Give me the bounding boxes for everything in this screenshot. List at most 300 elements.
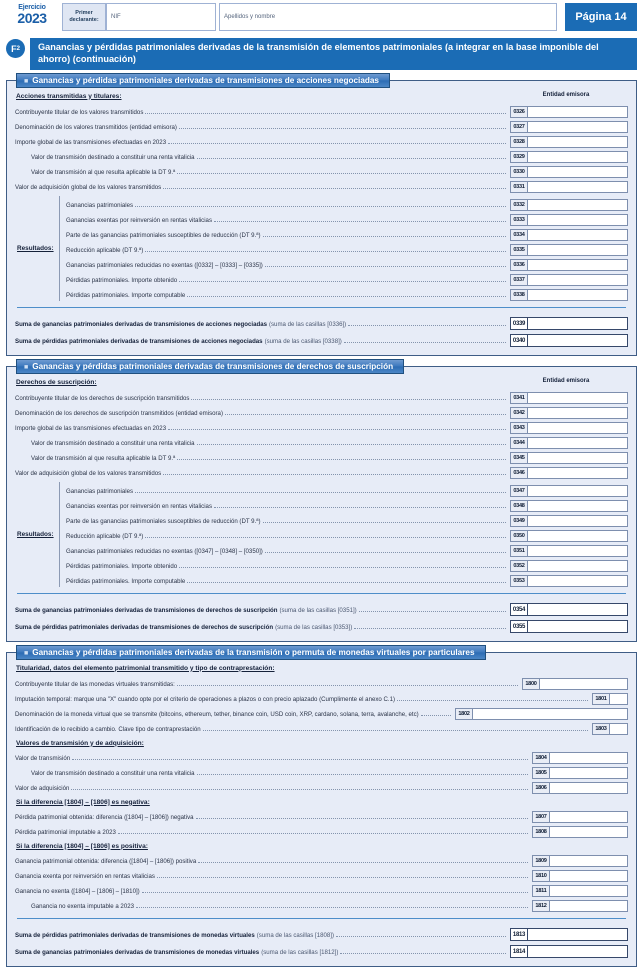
section-3-rows-a [15,675,628,735]
field-cell [532,900,628,912]
box-input-0342[interactable] [528,407,628,419]
box-number: 1813 [510,928,528,941]
box-number: 1809 [532,855,550,867]
section-3-title-text: Ganancias y pérdidas patrimoniales derivadas de la transmisión o permuta de monedas virtuales por particulares [32,647,475,657]
form-row [15,464,628,479]
form-row [15,720,628,735]
leader-dots [72,759,528,760]
leader-dots [187,296,506,297]
form-row [15,852,628,867]
row-label: Valor de transmisión al que resulta aplicable la DT 9.ª [31,455,176,463]
box-input-0343[interactable] [528,422,628,434]
sum-label: Suma de ganancias patrimoniales derivadas de transmisiones de monedas virtuales [15,948,260,956]
field-cell [510,392,628,404]
box-number: 1801 [592,693,610,705]
box-number: 0331 [510,181,528,193]
section-acciones-negociadas [6,75,637,356]
entidad-emisora-header-1: Entidad emisora [542,91,590,98]
field-cell [510,136,628,148]
fiscal-year-value: 2023 [17,10,47,26]
box-number: 0346 [510,467,528,479]
box-number: 0328 [510,136,528,148]
box-input-0328[interactable] [528,136,628,148]
box-input-0338[interactable] [528,289,628,301]
box-input-0345[interactable] [528,452,628,464]
form-row [15,690,628,705]
box-input-0332[interactable] [528,199,628,211]
leader-dots [179,281,506,282]
declarant-block [62,3,557,31]
box-input-0350[interactable] [528,530,628,542]
field-cell [532,885,628,897]
section-2-resultados [15,482,628,587]
entidad-emisora-header-2: Entidad emisora [542,377,590,384]
leader-dots [168,429,506,430]
form-row [15,897,628,912]
declarant-label-line2: declarante: [69,17,99,23]
field-cell [510,500,628,512]
box-input-1806[interactable] [550,782,628,794]
field-cell [510,545,628,557]
row-label: Denominación de la moneda virtual que se transmite (bitcoins, ethereum, tether, binance coin, USD coin, XRP, cardano, solana, terra, avalanche, etc) [15,711,419,719]
box-input-0352[interactable] [528,560,628,572]
box-number: 0354 [510,603,528,616]
leader-dots [354,628,506,629]
field-cell [455,708,628,720]
sum-sublabel: (suma de las casillas [1808]) [256,931,335,939]
field-cell [510,289,628,301]
section-1-title [16,73,390,88]
box-input-1813[interactable] [528,928,628,941]
leader-dots [163,188,506,189]
leader-dots [197,158,507,159]
field-cell [510,452,628,464]
leader-dots [265,552,506,553]
positive-difference-header: Si la diferencia [1804] – [1806] es positiva: [16,842,148,850]
leader-dots [336,936,506,937]
box-number: 0347 [510,485,528,497]
row-label: Imputación temporal: marque una "X" cuando opte por el criterio de operaciones a plazos o con precio aplazado (Cumplimente el anexo C.1) [15,696,395,704]
name-input[interactable] [219,3,557,31]
section-3-rows-positive [15,852,628,912]
form-row [15,133,628,148]
field-cell [522,678,628,690]
row-label: Valor de transmisión al que resulta aplicable la DT 9.ª [31,169,176,177]
box-number: 1814 [510,945,528,958]
leader-dots [359,611,506,612]
form-row [15,178,628,193]
field-cell [510,229,628,241]
box-input-1812[interactable] [550,900,628,912]
section-f2-banner-row [6,38,637,70]
box-number: 1805 [532,767,550,779]
leader-dots [397,700,588,701]
leader-dots [203,730,588,731]
sum-row [15,313,628,330]
bullet-icon: ■ [24,77,29,85]
form-row [66,256,628,271]
row-label: Pérdida patrimonial obtenida: diferencia ([1804] – [1806]) negativa [15,814,194,822]
box-number: 1806 [532,782,550,794]
row-label: Reducción aplicable (DT 9.ª) [66,247,144,255]
leader-dots [421,715,451,716]
form-row [66,482,628,497]
row-label: Contribuyente titular de las monedas virtuales transmitidas: [15,681,175,689]
sum-label: Suma de pérdidas patrimoniales derivadas de transmisiones de acciones negociadas [15,337,263,345]
row-label: Contribuyente titular de los valores transmitidos [15,109,144,117]
section-1-frame [6,77,637,356]
row-label: Valor de adquisición global de los valores transmitidos [15,184,162,192]
box-number: 1808 [532,826,550,838]
field-cell [510,317,628,330]
section-3-rows-b [15,749,628,794]
leader-dots [263,236,506,237]
form-row [15,764,628,779]
section-2-rows [15,389,628,479]
form-row [66,196,628,211]
box-input-0336[interactable] [528,259,628,271]
box-input-1801[interactable] [610,693,628,705]
sum-row [15,599,628,616]
box-input-0348[interactable] [528,500,628,512]
row-label: Valor de adquisición global de los valores transmitidos [15,470,162,478]
box-input-1805[interactable] [550,767,628,779]
box-number: 0351 [510,545,528,557]
box-input-0331[interactable] [528,181,628,193]
row-label: Denominación de los derechos de suscripción transmitidos (entidad emisora) [15,410,223,418]
sum-label: Suma de ganancias patrimoniales derivadas de transmisiones de derechos de suscripción [15,606,278,614]
box-number: 1802 [455,708,473,720]
row-label: Valor de transmisión [15,755,71,763]
row-label: Valor de transmisión destinado a constituir una renta vitalicia [31,440,195,448]
field-cell [532,870,628,882]
field-cell [510,560,628,572]
box-input-0349[interactable] [528,515,628,527]
section-1-group-label: Acciones transmitidas y titulares: [16,92,122,100]
section-2-group-label: Derechos de suscripción: [16,378,97,386]
section-2-divider [17,593,626,594]
field-cell [510,244,628,256]
leader-dots [163,474,506,475]
sum-label: Suma de pérdidas patrimoniales derivadas de transmisiones de monedas virtuales [15,931,255,939]
field-cell [510,166,628,178]
box-number: 0352 [510,560,528,572]
form-row [66,557,628,572]
form-row [15,148,628,163]
section-3-frame [6,649,637,967]
row-label: Ganancia exenta por reinversión en rentas vitalicias [15,873,155,881]
field-cell [510,199,628,211]
form-row [15,705,628,720]
field-cell [532,752,628,764]
section-derechos-suscripcion [6,361,637,642]
sum-row [15,924,628,941]
section-3-group-label: Titularidad, datos del elemento patrimonial transmitido y tipo de contraprestación: [16,664,275,672]
f2-badge-sub: 2 [16,45,20,52]
box-number: 0355 [510,620,528,633]
box-number: 1800 [522,678,540,690]
section-2-frame [6,363,637,642]
box-number: 1804 [532,752,550,764]
leader-dots [142,892,528,893]
box-input-1811[interactable] [550,885,628,897]
form-row [15,882,628,897]
row-label: Ganancias patrimoniales reducidas no exentas ([0332] – [0333] – [0335]) [66,262,263,270]
row-label: Ganancias patrimoniales [66,202,134,210]
form-row [15,118,628,133]
form-row [15,749,628,764]
box-input-0341[interactable] [528,392,628,404]
box-input-0329[interactable] [528,151,628,163]
box-number: 0344 [510,437,528,449]
row-label: Contribuyente titular de los derechos de suscripción transmitidos [15,395,190,403]
leader-dots [118,833,528,834]
section-2-title-text: Ganancias y pérdidas patrimoniales derivadas de transmisiones de derechos de suscripción [32,361,394,371]
leader-dots [168,143,506,144]
box-input-0326[interactable] [528,106,628,118]
form-row [15,404,628,419]
box-number: 0337 [510,274,528,286]
leader-dots [196,818,528,819]
form-header-bar [6,3,637,31]
box-input-1802[interactable] [473,708,628,720]
row-label: Identificación de lo recibido a cambio. Clave tipo de contraprestación [15,726,201,734]
section-1-rows [15,103,628,193]
row-label: Pérdidas patrimoniales. Importe obtenido [66,277,178,285]
section-monedas-virtuales [6,647,637,967]
box-input-0333[interactable] [528,214,628,226]
field-cell [510,407,628,419]
leader-dots [214,221,506,222]
form-row [15,675,628,690]
field-cell [510,259,628,271]
field-cell [510,575,628,587]
box-number: 0332 [510,199,528,211]
row-label: Valor de adquisición [15,785,70,793]
form-row [15,779,628,794]
field-cell [510,437,628,449]
tax-form-page [0,3,643,956]
box-number: 1803 [592,723,610,735]
box-number: 0339 [510,317,528,330]
box-number: 0330 [510,166,528,178]
leader-dots [145,251,506,252]
field-cell [532,826,628,838]
box-number: 0348 [510,500,528,512]
f2-badge-icon [6,39,25,58]
box-input-0339[interactable] [528,317,628,330]
page-number-badge: Página 14 [565,3,637,31]
box-number: 1807 [532,811,550,823]
form-row [66,572,628,587]
box-input-1809[interactable] [550,855,628,867]
section-1-divider [17,307,626,308]
row-label: Importe global de las transmisiones efectuadas en 2023 [15,139,167,147]
leader-dots [177,173,506,174]
field-cell [532,811,628,823]
field-cell [510,928,628,941]
resultados-rows [59,482,628,587]
section-2-title [16,359,404,374]
box-number: 0336 [510,259,528,271]
box-number: 0342 [510,407,528,419]
section-3-group-label-2: Valores de transmisión y de adquisición: [16,739,144,747]
box-input-1810[interactable] [550,870,628,882]
leader-dots [179,128,506,129]
form-row [66,241,628,256]
form-row [15,449,628,464]
leader-dots [177,685,518,686]
box-input-0337[interactable] [528,274,628,286]
form-row [15,163,628,178]
row-label: Ganancias exentas por reinversión en rentas vitalicias [66,217,212,225]
box-input-0334[interactable] [528,229,628,241]
box-number: 0329 [510,151,528,163]
field-cell [510,334,628,347]
box-input-1804[interactable] [550,752,628,764]
form-row [15,808,628,823]
bullet-icon: ■ [24,649,29,657]
leader-dots [191,399,506,400]
nif-placeholder: NIF [111,14,121,20]
field-cell [510,515,628,527]
row-label: Pérdida patrimonial imputable a 2023 [15,829,116,837]
box-number: 0326 [510,106,528,118]
form-row [66,542,628,557]
leader-dots [197,444,507,445]
box-input-0353[interactable] [528,575,628,587]
box-number: 1810 [532,870,550,882]
box-number: 0353 [510,575,528,587]
box-input-0330[interactable] [528,166,628,178]
field-cell [510,467,628,479]
sum-sublabel: (suma de las casillas [1812]) [261,948,339,956]
field-cell [510,945,628,958]
leader-dots [348,325,506,326]
box-input-0340[interactable] [528,334,628,347]
box-input-1803[interactable] [610,723,628,735]
field-cell [532,782,628,794]
row-label: Pérdidas patrimoniales. Importe computable [66,292,186,300]
sum-sublabel: (suma de las casillas [0353]) [275,623,353,631]
box-number: 0340 [510,334,528,347]
field-cell [592,693,628,705]
sum-row [15,616,628,633]
leader-dots [177,459,506,460]
form-row [15,867,628,882]
sum-label: Suma de ganancias patrimoniales derivadas de transmisiones de acciones negociadas [15,320,267,328]
leader-dots [225,414,506,415]
box-input-1800[interactable] [540,678,628,690]
box-input-0344[interactable] [528,437,628,449]
field-cell [532,767,628,779]
f2-badge-letter: F [11,43,17,54]
row-label: Ganancia patrimonial obtenida: diferencia ([1804] – [1806]) positiva [15,858,197,866]
form-row [15,823,628,838]
section-1-title-text: Ganancias y pérdidas patrimoniales derivadas de transmisiones de acciones negociadas [32,75,379,85]
leader-dots [187,582,506,583]
bullet-icon: ■ [24,363,29,371]
leader-dots [263,522,506,523]
leader-dots [197,774,529,775]
box-input-0354[interactable] [528,603,628,616]
box-input-0351[interactable] [528,545,628,557]
leader-dots [135,492,506,493]
section-3-divider [17,918,626,919]
leader-dots [135,206,506,207]
box-input-0335[interactable] [528,244,628,256]
leader-dots [145,113,506,114]
row-label: Ganancias patrimoniales [66,488,134,496]
box-number: 0341 [510,392,528,404]
declarant-label-line1: Primer [75,10,93,17]
box-input-0346[interactable] [528,467,628,479]
section-3-title [16,645,486,660]
box-number: 0334 [510,229,528,241]
sum-sublabel: (suma de las casillas [0338]) [264,337,342,345]
field-cell [510,603,628,616]
sum-row [15,941,628,958]
leader-dots [214,507,506,508]
leader-dots [198,862,528,863]
row-label: Parte de las ganancias patrimoniales susceptibles de reducción (DT 9.ª) [66,518,261,526]
negative-difference-header: Si la diferencia [1804] – [1806] es negativa: [16,798,150,806]
field-cell [510,530,628,542]
sum-row [15,330,628,347]
field-cell [510,151,628,163]
box-input-0355[interactable] [528,620,628,633]
sum-sublabel: (suma de las casillas [0336]) [268,320,347,328]
box-input-0347[interactable] [528,485,628,497]
form-row [66,211,628,226]
resultados-label: Resultados: [17,530,54,538]
field-cell [510,274,628,286]
field-cell [510,214,628,226]
row-label: Pérdidas patrimoniales. Importe computable [66,578,186,586]
row-label: Reducción aplicable (DT 9.ª) [66,533,144,541]
row-label: Denominación de los valores transmitidos (entidad emisora) [15,124,177,132]
nif-input[interactable] [106,3,216,31]
leader-dots [145,537,506,538]
section-1-resultados [15,196,628,301]
form-row [15,434,628,449]
form-row [15,389,628,404]
box-input-1807[interactable] [550,811,628,823]
row-label: Parte de las ganancias patrimoniales susceptibles de reducción (DT 9.ª) [66,232,261,240]
box-input-1814[interactable] [528,945,628,958]
leader-dots [136,907,528,908]
field-cell [592,723,628,735]
row-label: Ganancia no exenta imputable a 2023 [31,903,134,911]
declarant-label [62,3,106,31]
form-row [66,527,628,542]
box-number: 0338 [510,289,528,301]
box-number: 0345 [510,452,528,464]
leader-dots [340,953,506,954]
box-number: 1811 [532,885,550,897]
sum-sublabel: (suma de las casillas [0351]) [279,606,357,614]
box-input-0327[interactable] [528,121,628,133]
form-row [15,419,628,434]
form-row [66,497,628,512]
sum-label: Suma de pérdidas patrimoniales derivadas de transmisiones de derechos de suscripción [15,623,274,631]
name-placeholder: Apellidos y nombre [224,14,276,20]
row-label: Ganancias exentas por reinversión en rentas vitalicias [66,503,212,511]
box-number: 1812 [532,900,550,912]
box-number: 0333 [510,214,528,226]
form-row [66,512,628,527]
box-input-1808[interactable] [550,826,628,838]
